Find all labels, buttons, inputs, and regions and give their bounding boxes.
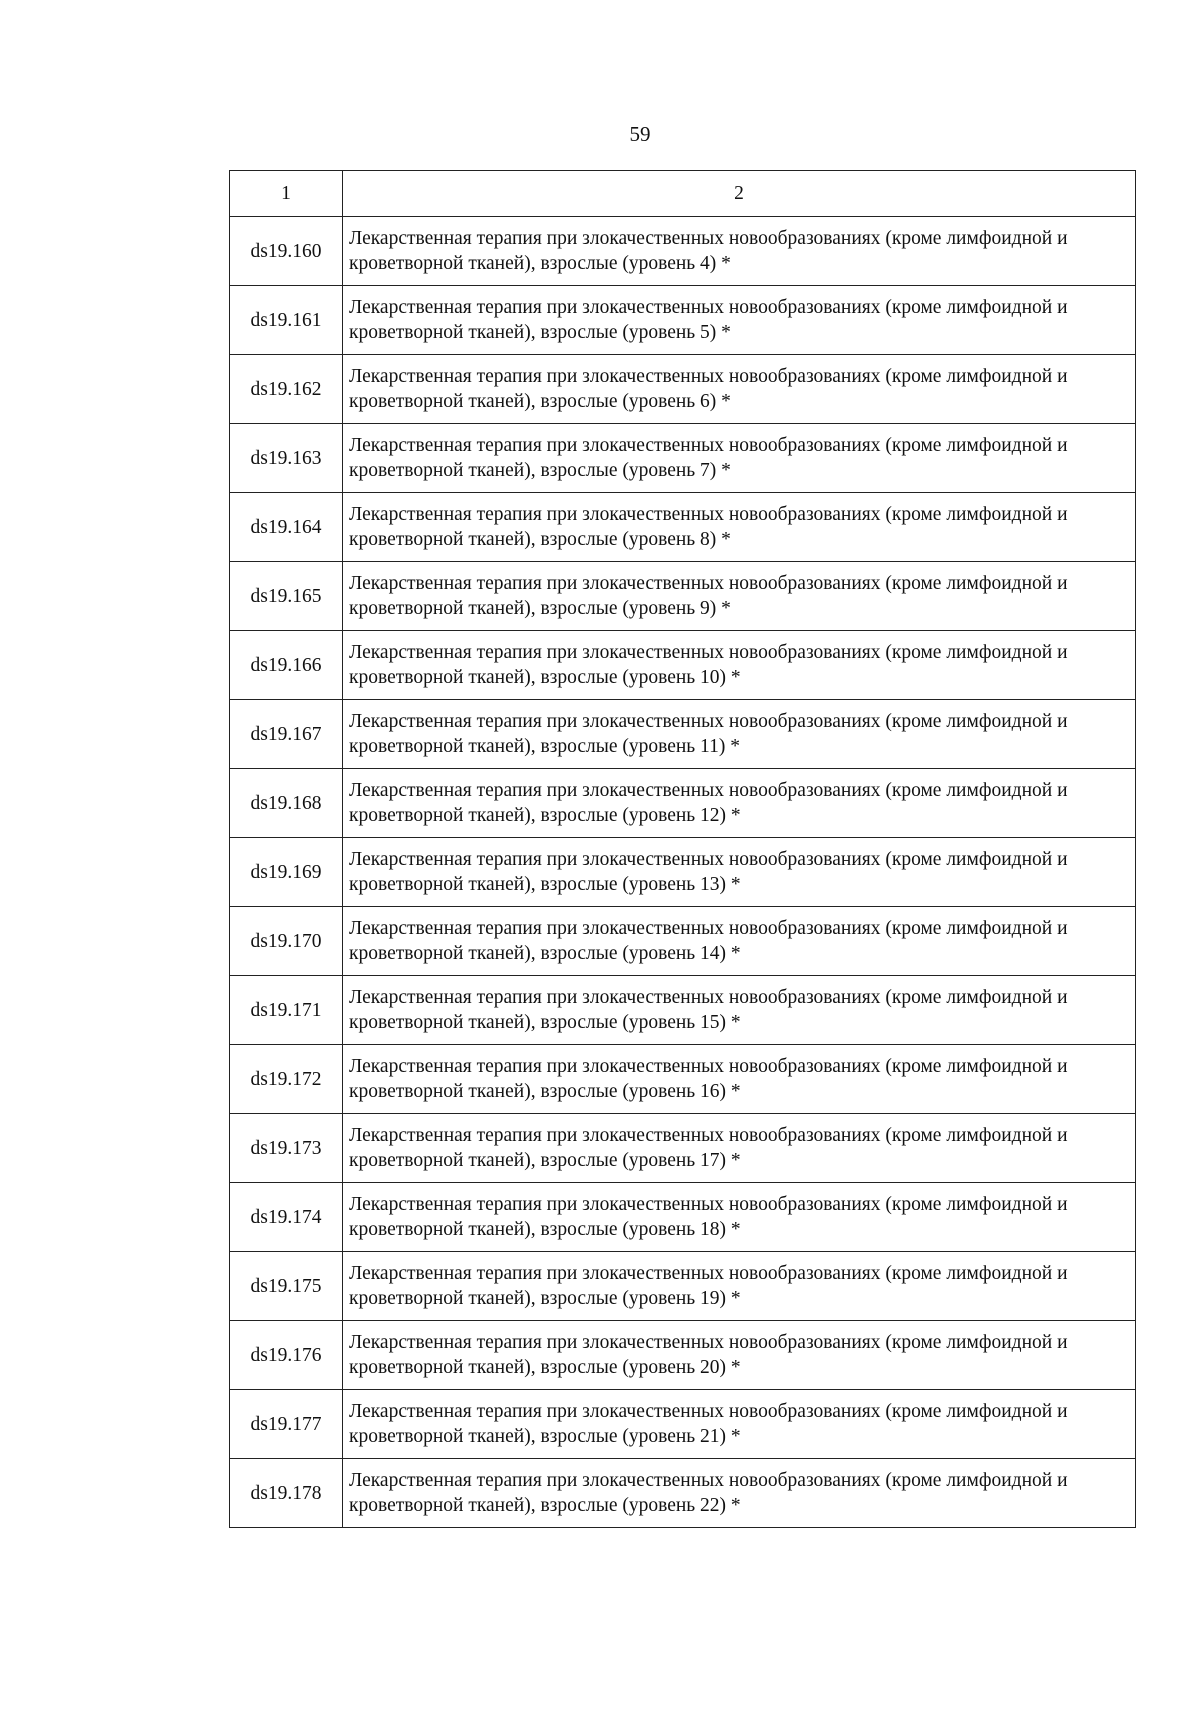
table-row bbox=[230, 1114, 1136, 1183]
description-line-1: Лекарственная терапия при злокачественных новообразованиях (кроме лимфоидной и bbox=[349, 435, 1068, 456]
row-description bbox=[343, 217, 1136, 286]
row-description bbox=[343, 1459, 1136, 1528]
table-row bbox=[230, 700, 1136, 769]
table-header bbox=[230, 171, 1136, 217]
description-line-1: Лекарственная терапия при злокачественных новообразованиях (кроме лимфоидной и bbox=[349, 849, 1068, 870]
row-description bbox=[343, 286, 1136, 355]
row-description bbox=[343, 907, 1136, 976]
row-code: ds19.162 bbox=[230, 355, 343, 424]
row-code: ds19.167 bbox=[230, 700, 343, 769]
row-code: ds19.160 bbox=[230, 217, 343, 286]
description-line-2: кроветворной тканей), взрослые (уровень 6) * bbox=[349, 391, 731, 412]
table-row bbox=[230, 286, 1136, 355]
description-line-2: кроветворной тканей), взрослые (уровень 22) * bbox=[349, 1495, 741, 1516]
row-description bbox=[343, 700, 1136, 769]
table-row bbox=[230, 631, 1136, 700]
description-line-1: Лекарственная терапия при злокачественных новообразованиях (кроме лимфоидной и bbox=[349, 573, 1068, 594]
table-row bbox=[230, 355, 1136, 424]
row-code: ds19.175 bbox=[230, 1252, 343, 1321]
description-line-2: кроветворной тканей), взрослые (уровень 14) * bbox=[349, 943, 741, 964]
row-code: ds19.161 bbox=[230, 286, 343, 355]
row-code: ds19.171 bbox=[230, 976, 343, 1045]
description-line-2: кроветворной тканей), взрослые (уровень 19) * bbox=[349, 1288, 741, 1309]
description-line-1: Лекарственная терапия при злокачественных новообразованиях (кроме лимфоидной и bbox=[349, 918, 1068, 939]
table-row bbox=[230, 217, 1136, 286]
description-line-1: Лекарственная терапия при злокачественных новообразованиях (кроме лимфоидной и bbox=[349, 228, 1068, 249]
row-description bbox=[343, 1183, 1136, 1252]
table-row bbox=[230, 1321, 1136, 1390]
table-row bbox=[230, 1459, 1136, 1528]
row-code: ds19.176 bbox=[230, 1321, 343, 1390]
description-line-1: Лекарственная терапия при злокачественных новообразованиях (кроме лимфоидной и bbox=[349, 1263, 1068, 1284]
table-row bbox=[230, 1390, 1136, 1459]
description-line-2: кроветворной тканей), взрослые (уровень 17) * bbox=[349, 1150, 741, 1171]
description-line-2: кроветворной тканей), взрослые (уровень 15) * bbox=[349, 1012, 741, 1033]
description-line-1: Лекарственная терапия при злокачественных новообразованиях (кроме лимфоидной и bbox=[349, 1332, 1068, 1353]
table-body bbox=[230, 217, 1136, 1528]
row-code: ds19.174 bbox=[230, 1183, 343, 1252]
description-line-2: кроветворной тканей), взрослые (уровень 18) * bbox=[349, 1219, 741, 1240]
row-code: ds19.165 bbox=[230, 562, 343, 631]
description-line-1: Лекарственная терапия при злокачественных новообразованиях (кроме лимфоидной и bbox=[349, 711, 1068, 732]
row-code: ds19.164 bbox=[230, 493, 343, 562]
row-description bbox=[343, 631, 1136, 700]
row-code: ds19.177 bbox=[230, 1390, 343, 1459]
row-code: ds19.166 bbox=[230, 631, 343, 700]
table-row bbox=[230, 1183, 1136, 1252]
row-description bbox=[343, 1321, 1136, 1390]
description-line-1: Лекарственная терапия при злокачественных новообразованиях (кроме лимфоидной и bbox=[349, 1194, 1068, 1215]
description-line-2: кроветворной тканей), взрослые (уровень 10) * bbox=[349, 667, 741, 688]
codes-table bbox=[229, 170, 1136, 1528]
table-row bbox=[230, 769, 1136, 838]
page-number: 59 bbox=[629, 122, 651, 146]
table-row bbox=[230, 1045, 1136, 1114]
row-code: ds19.169 bbox=[230, 838, 343, 907]
description-line-1: Лекарственная терапия при злокачественных новообразованиях (кроме лимфоидной и bbox=[349, 366, 1068, 387]
header-row bbox=[230, 171, 1136, 217]
header-col-2: 2 bbox=[343, 171, 1136, 217]
description-line-2: кроветворной тканей), взрослые (уровень 4) * bbox=[349, 253, 731, 274]
row-description bbox=[343, 424, 1136, 493]
description-line-1: Лекарственная терапия при злокачественных новообразованиях (кроме лимфоидной и bbox=[349, 780, 1068, 801]
description-line-1: Лекарственная терапия при злокачественных новообразованиях (кроме лимфоидной и bbox=[349, 1401, 1068, 1422]
row-code: ds19.178 bbox=[230, 1459, 343, 1528]
row-description bbox=[343, 1390, 1136, 1459]
row-code: ds19.172 bbox=[230, 1045, 343, 1114]
row-description bbox=[343, 1252, 1136, 1321]
description-line-2: кроветворной тканей), взрослые (уровень 13) * bbox=[349, 874, 741, 895]
row-description bbox=[343, 493, 1136, 562]
description-line-1: Лекарственная терапия при злокачественных новообразованиях (кроме лимфоидной и bbox=[349, 1470, 1068, 1491]
description-line-2: кроветворной тканей), взрослые (уровень 16) * bbox=[349, 1081, 741, 1102]
table-row bbox=[230, 424, 1136, 493]
row-description bbox=[343, 769, 1136, 838]
description-line-2: кроветворной тканей), взрослые (уровень 8) * bbox=[349, 529, 731, 550]
row-description bbox=[343, 838, 1136, 907]
table-row bbox=[230, 562, 1136, 631]
description-line-2: кроветворной тканей), взрослые (уровень 20) * bbox=[349, 1357, 741, 1378]
header-col-1: 1 bbox=[230, 171, 343, 217]
description-line-1: Лекарственная терапия при злокачественных новообразованиях (кроме лимфоидной и bbox=[349, 987, 1068, 1008]
row-description bbox=[343, 1045, 1136, 1114]
row-code: ds19.163 bbox=[230, 424, 343, 493]
description-line-2: кроветворной тканей), взрослые (уровень 9) * bbox=[349, 598, 731, 619]
row-code: ds19.173 bbox=[230, 1114, 343, 1183]
description-line-1: Лекарственная терапия при злокачественных новообразованиях (кроме лимфоидной и bbox=[349, 1125, 1068, 1146]
description-line-1: Лекарственная терапия при злокачественных новообразованиях (кроме лимфоидной и bbox=[349, 1056, 1068, 1077]
description-line-2: кроветворной тканей), взрослые (уровень 5) * bbox=[349, 322, 731, 343]
row-code: ds19.170 bbox=[230, 907, 343, 976]
description-line-2: кроветворной тканей), взрослые (уровень 21) * bbox=[349, 1426, 741, 1447]
table-row bbox=[230, 1252, 1136, 1321]
table-row bbox=[230, 976, 1136, 1045]
row-code: ds19.168 bbox=[230, 769, 343, 838]
description-line-2: кроветворной тканей), взрослые (уровень 12) * bbox=[349, 805, 741, 826]
row-description bbox=[343, 1114, 1136, 1183]
description-line-1: Лекарственная терапия при злокачественных новообразованиях (кроме лимфоидной и bbox=[349, 297, 1068, 318]
description-line-2: кроветворной тканей), взрослые (уровень 11) * bbox=[349, 736, 740, 757]
description-line-2: кроветворной тканей), взрослые (уровень 7) * bbox=[349, 460, 731, 481]
table-row bbox=[230, 493, 1136, 562]
row-description bbox=[343, 976, 1136, 1045]
description-line-1: Лекарственная терапия при злокачественных новообразованиях (кроме лимфоидной и bbox=[349, 642, 1068, 663]
row-description bbox=[343, 355, 1136, 424]
description-line-1: Лекарственная терапия при злокачественных новообразованиях (кроме лимфоидной и bbox=[349, 504, 1068, 525]
table-row bbox=[230, 907, 1136, 976]
row-description bbox=[343, 562, 1136, 631]
table-row bbox=[230, 838, 1136, 907]
